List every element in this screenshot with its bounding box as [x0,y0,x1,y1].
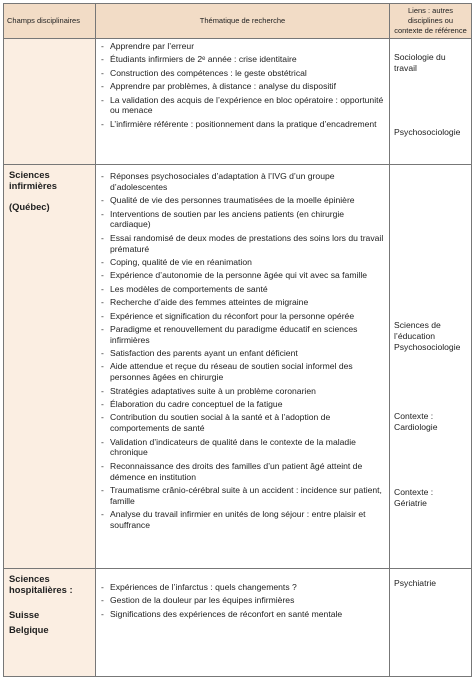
theme-list [101,582,386,620]
list-item: - Analyse du travail infirmier en unités de long séjour : entre plaisir et souffrance [101,509,386,531]
list-item: - La validation des acquis de l’expérience en bloc opératoire : opportunité ou menace [101,95,386,117]
list-item: - Expérience et signification du réconfort pour la personne opérée [101,311,386,322]
list-item: - Qualité de vie des personnes traumatisées de la moelle épinière [101,195,386,206]
field-cell [4,39,96,165]
links-cell [390,39,472,165]
header-fields: Champs disciplinaires [4,4,96,39]
list-item: - Satisfaction des parents ayant un enfant déficient [101,348,386,359]
list-item: - Essai randomisé de deux modes de prestations des soins lors du travail prématuré [101,233,386,255]
header-links: Liens : autres disciplines ou contexte de référence [390,4,472,39]
list-item: - Étudiants infirmiers de 2ᵉ année : crise identitaire [101,54,386,65]
list-item: - Recherche d’aide des femmes atteintes de migraine [101,297,386,308]
field-name: Sciences hospitalières : [9,573,73,595]
list-item: - Élaboration du cadre conceptuel de la fatigue [101,399,386,410]
list-item: - Réponses psychosociales d’adaptation à l’IVG d’un groupe d’adolescentes [101,171,386,193]
link-text: Psychiatrie [394,578,437,588]
list-item: - Traumatisme crânio-cérébral suite à un accident : incidence sur patient, famille [101,485,386,507]
link-text: Sociologie du travail [394,52,446,73]
list-item: - Significations des expériences de réconfort en santé mentale [101,609,386,620]
list-item: - Gestion de la douleur par les équipes infirmières [101,595,386,606]
list-item: - Validation d’indicateurs de qualité dans le contexte de la maladie chronique [101,437,386,459]
list-item: - Les modèles de comportements de santé [101,284,386,295]
list-item: - L’infirmière référente : positionnement dans la pratique d’encadrement [101,119,386,130]
list-item: - Stratégies adaptatives suite à un problème coronarien [101,386,386,397]
links-cell [390,165,472,569]
field-cell [4,165,96,569]
research-table [3,3,472,677]
themes-cell [96,569,390,677]
links-cell [390,569,472,677]
list-item: - Apprendre par problèmes, à distance : analyse du dispositif [101,81,386,92]
header-themes: Thématique de recherche [96,4,390,39]
table-row [4,39,472,165]
list-item: - Aide attendue et reçue du réseau de soutien social informel des personnes âgées en chirurgie [101,361,386,383]
themes-cell [96,165,390,569]
theme-list [101,41,386,130]
list-item: - Contribution du soutien social à la santé et à l’adoption de comportements de santé [101,412,386,434]
field-cell [4,569,96,677]
list-item: - Expérience d’autonomie de la personne âgée qui vit avec sa famille [101,270,386,281]
themes-cell [96,39,390,165]
list-item: - Coping, qualité de vie en réanimation [101,257,386,268]
list-item: - Reconnaissance des droits des familles d’un patient âgé atteint de démence en institution [101,461,386,483]
link-text: Sciences de l’éducation Psychosociologie [394,320,461,352]
header-row [4,4,472,39]
field-country: Suisse [9,609,40,620]
link-text: Contexte : Cardiologie [394,411,438,432]
field-location: (Québec) [9,201,50,212]
table-row [4,569,472,677]
list-item: - Expériences de l’infarctus : quels changements ? [101,582,386,593]
link-text: Contexte : Gériatrie [394,487,434,508]
link-text: Psychosociologie [394,127,461,137]
field-country: Belgique [9,624,49,635]
list-item: - Interventions de soutien par les anciens patients (en chirurgie cardiaque) [101,209,386,231]
table-row [4,165,472,569]
theme-list [101,171,386,531]
list-item: - Construction des compétences : le geste obstétrical [101,68,386,79]
list-item: - Apprendre par l’erreur [101,41,386,52]
field-name: Sciences infirmières [9,169,57,191]
list-item: - Paradigme et renouvellement du paradigme éducatif en sciences infirmières [101,324,386,346]
